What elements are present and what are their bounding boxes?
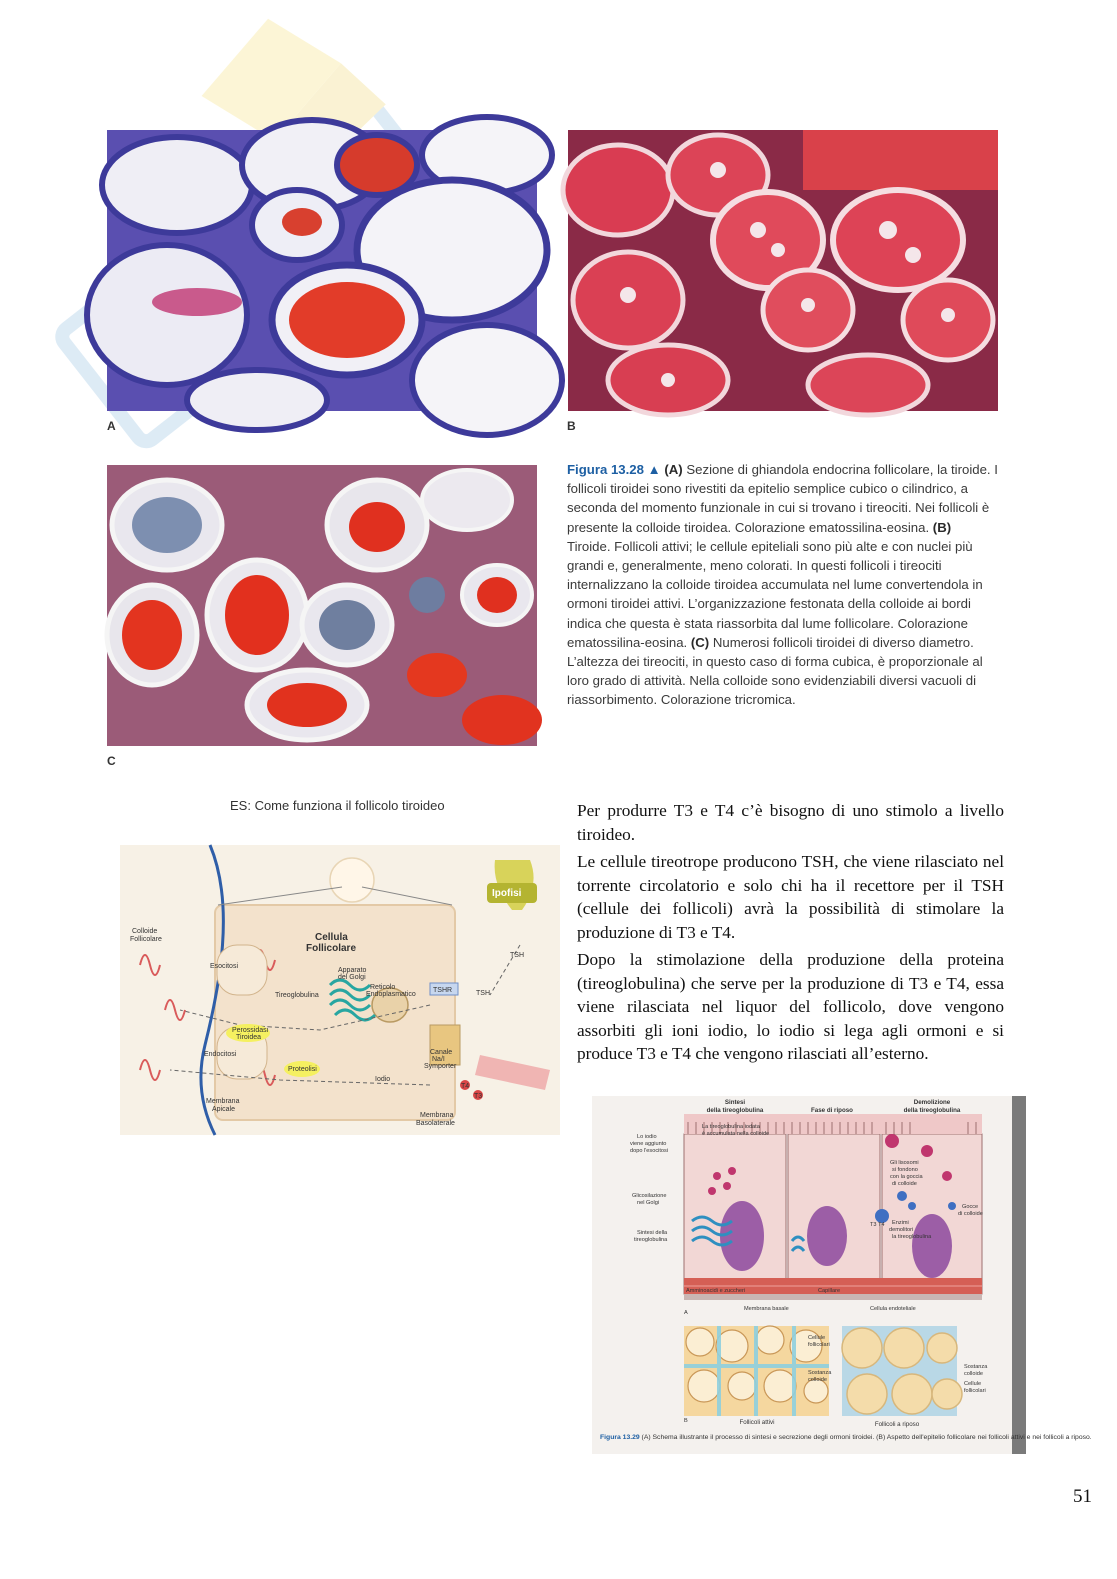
body-paragraph-1: Per produrre T3 e T4 c’è bisogno di uno stimolo a livello tiroideo. [577,801,1004,844]
fig29-right-note-3b: demolitori [889,1227,914,1233]
fig29-right-note-1a: Gli lisosomi [890,1160,919,1166]
fig29-bottom-label-2: Capillare [818,1288,841,1294]
body-text [577,799,1004,1070]
diagram-label-canale: Canale [430,1049,453,1056]
figure-caption-13-28 [567,460,998,710]
fig29-b-left-4: colloide [808,1377,827,1383]
diagram-label-iodio: Iodio [375,1076,391,1083]
diagram-label-colloide-2: Follicolare [130,936,162,943]
fig29-follicoli-riposo: Follicoli a riposo [874,1421,920,1428]
diagram-label-golgi-2: del Golgi [338,974,366,981]
diagram-label-basolaterale-2: Basolaterale [416,1120,455,1127]
figure-label: Figura 13.28 [567,462,644,477]
fig29-right-note-2a: Gocce [962,1204,979,1210]
caption-segment-c-label: (C) [690,634,710,650]
diagram-label-perossidasi-2: Tiroidea [236,1034,262,1041]
fig29-right-note-3a: Enzimi [892,1220,909,1226]
diagram-label-tireoglobulina: Tireoglobulina [275,992,319,999]
fig29-left-label-3b: tireoglobulina [634,1237,668,1243]
diagram-label-reticolo: Reticolo [370,984,396,991]
fig29-left-label-3a: Sintesi della [637,1230,668,1236]
panel-label-b: B [567,419,576,433]
fig29-right-note-3c: la tireoglobulina [892,1234,932,1240]
fig29-right-note-1d: di colloide [892,1181,917,1187]
diagram-label-t3: T3 [474,1093,483,1100]
fig29-right-note-1b: si fondono [892,1167,918,1173]
fig29-b-right-2: colloide [964,1371,983,1377]
body-paragraph-2: Le cellule tireotrope producono TSH, che viene rilasciato nel torrente circolatorio e solo chi ha il recettore per il TSH (cellule dei follicoli) avrà la possibilità di stimolare la produzione di T3 e T4. [577,852,1004,942]
fig29-caption-text: (A) Schema illustrante il processo di sintesi e secrezione degli ormoni tiroidei. (B) Aspetto dell'epitelio follicolare nei follicoli attivi e nei follicoli a riposo. [639,1434,1092,1441]
thyroid-follicle-diagram [120,845,560,1135]
caption-segment-a-text: Sezione di ghiandola endocrina follicolare, la tiroide. I follicoli tiroidei sono rivestiti da epitelio semplice cubico o cilindrico, a seconda del momento funzionale in cui si trovano i tireociti. Nei follicoli è presente la colloide tiroidea. Colorazione ematossilina-eosina. [567,462,998,535]
fig29-b-right-3: Cellule [964,1381,982,1387]
fig29-bottom-label-1: Amminoacidi e zuccheri [686,1288,746,1294]
diagram-label-endocitosi: Endocitosi [204,1051,237,1058]
fig29-left-label-1b: viene aggiunto [630,1141,667,1147]
diagram-label-reticolo-2: Endoplasmatico [366,991,416,998]
diagram-label-esocitosi: Esocitosi [210,963,239,970]
panel-label-c: C [107,754,116,768]
diagram-label-perossidasi: Perossidasi [232,1027,269,1034]
fig29-left-label-2b: nel Golgi [637,1200,660,1206]
diagram-label-ipofisi: Ipofisi [492,888,522,899]
triangle-icon: ▲ [647,462,661,477]
diagram-label-apicale: Membrana [206,1098,240,1105]
body-paragraph-3: Dopo la stimolazione della produzione della proteina (tireoglobulina) che serve per la produzione di T3 e T4, essa viene rilasciata nel liquor del follicolo, dove vengono assorbiti gli ioni iodio, lo iodio si lega agli ormoni e si produce T3 e T4 che vengono rilasciati all’esterno. [577,950,1004,1063]
caption-segment-b-text: Tiroide. Follicoli attivi; le cellule epiteliali sono più alte e con nuclei più grandi e, generalmente, meno colorati. In questi follicoli i tireociti internalizzano la colloide tiroidea accumulata nel lume convertendola in ormoni tiroidei attivi. L’organizzazione festonata della colloide ai bordi indica che questa è stata riassorbita dal lume follicolare. Colorazione ematossilina-eosina. [567,538,983,650]
diagram-label-canale-2: Na/I [432,1056,445,1063]
fig29-head-3a: Demolizione [913,1099,951,1106]
fig29-follicoli-attivi: Follicoli attivi [739,1419,775,1426]
fig29-left-label-2a: Glicosilazione [632,1193,667,1199]
diagram-label-tsh-2: TSH [476,990,490,997]
diagram-label-canale-3: Symporter [424,1063,457,1070]
fig29-b-right-4: follicolari [964,1388,986,1394]
fig29-head-2: Fase di riposo [811,1107,853,1114]
fig29-right-note-1c: con la goccia [890,1174,923,1180]
figure-13-29 [592,1096,1092,1454]
fig29-left-label-1a: Lo iodio [637,1134,657,1140]
caption-segment-c-text: Numerosi follicoli tiroidei di diverso diametro. L’altezza dei tireociti, in questo caso di forma cubica, è proporzionale al loro grado di attività. Nella colloide sono evidenziabili diversi vacuoli di riassorbimento. Colorazione tricromica. [567,634,983,708]
fig29-b-left-3: Sostanza [808,1370,832,1376]
panel-label-a: A [107,419,116,433]
caption-segment-a-label: (A) [664,462,683,477]
fig29-right-note-2b: di colloide [958,1211,983,1217]
fig29-top-note-b: è accumulata nella colloide [702,1131,770,1137]
diagram-label-tshr: TSHR [433,987,453,994]
fig29-caption-label: Figura 13.29 [600,1434,640,1441]
histology-image-a [107,130,537,411]
histology-image-b [568,130,998,411]
fig29-head-1b: della tireoglobulina [706,1107,764,1114]
diagram-label-tsh: TSH [510,952,524,959]
fig29-head-1a: Sintesi [724,1099,746,1106]
fig29-t3t4: T3 T4 [870,1222,885,1228]
fig29-left-label-1c: dopo l'esocitosi [630,1148,669,1154]
fig29-section-a: A [684,1310,688,1316]
diagram-label-apicale-2: Apicale [212,1106,235,1113]
diagram-label-cellula: Cellula [315,932,348,943]
diagram-label-proteolisi: Proteolisi [288,1066,317,1073]
fig29-top-note-a: La tireoglobulina iodata [702,1124,760,1130]
diagram-label-basolaterale: Membrana [420,1112,454,1119]
histology-image-c [107,465,537,746]
fig29-b-left-2: follicolari [808,1342,830,1348]
fig29-bottom-label-3: Membrana basale [744,1306,789,1312]
fig29-b-left-1: Cellule [808,1335,826,1341]
diagram-label-golgi: Apparato [338,967,367,974]
svg-text:Figura 13.29 (A) Schema illust [600,1434,1092,1441]
caption-segment-b-label: (B) [932,519,952,535]
diagram-label-cellula-2: Follicolare [306,943,357,954]
fig29-b-right-1: Sostanza [964,1364,988,1370]
fig29-head-3b: della tireoglobulina [903,1107,961,1114]
fig29-bottom-label-4: Cellula endoteliale [870,1306,916,1312]
page-number: 51 [1073,1486,1092,1507]
es-title: ES: Come funziona il follicolo tiroideo [230,798,445,813]
diagram-label-colloide: Colloide [132,928,158,935]
diagram-label-t4: T4 [461,1083,470,1090]
fig29-section-b: B [684,1418,688,1424]
